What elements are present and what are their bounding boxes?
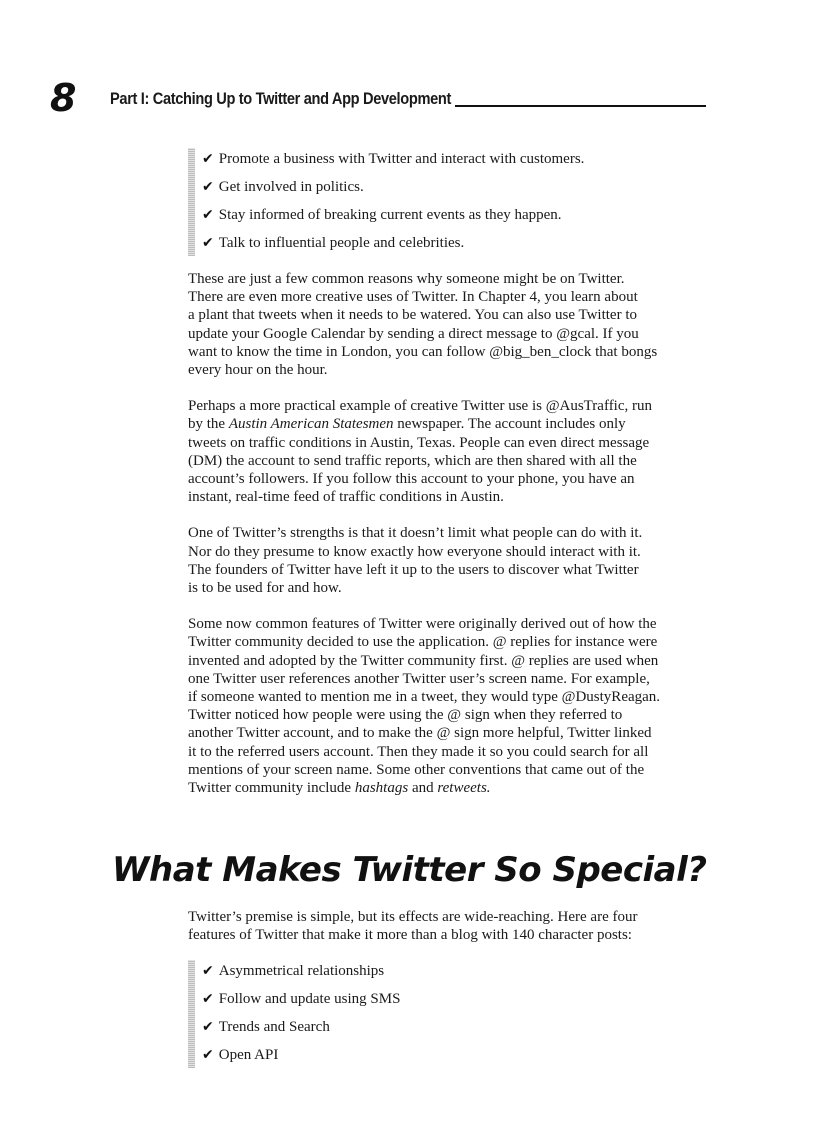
text-line: These are just a few common reasons why someone might be on Twitter.	[188, 271, 625, 287]
text-run: by the	[188, 416, 229, 433]
list-item-text: Follow and update using SMS	[218, 991, 401, 1008]
text-line: Twitter community decided to use the application. @ replies for instance were	[188, 634, 658, 651]
list-item-text: Asymmetrical relationships	[218, 963, 385, 980]
main-content	[188, 146, 718, 797]
check-icon: ✔	[202, 207, 214, 223]
text-line: update your Google Calendar by sending a direct message to @gcal. If you	[188, 325, 639, 342]
text-line: tweets on traffic conditions in Austin, Texas. People can even direct message	[188, 434, 650, 451]
list-item-text: Open API	[218, 1047, 279, 1064]
text-line: Twitter’s premise is simple, but its effects are wide-reaching. Here are four	[188, 909, 638, 925]
features-bullet-list	[188, 958, 718, 1070]
text-line: instant, real-time feed of traffic conditions in Austin.	[188, 489, 504, 506]
paragraph-conventions	[188, 615, 718, 797]
list-item-text: Talk to influential people and celebrities.	[218, 235, 465, 251]
section-content	[188, 908, 718, 1070]
check-icon: ✔	[202, 963, 214, 980]
text-line: The founders of Twitter have left it up to the users to discover what Twitter	[188, 561, 639, 578]
list-item	[202, 146, 718, 174]
section-heading: What Makes Twitter So Special?	[112, 850, 707, 890]
text-line: features of Twitter that make it more than a blog with 140 character posts:	[188, 927, 632, 944]
text-line: a plant that tweets when it needs to be watered. You can also use Twitter to	[188, 307, 637, 324]
list-item-text: Trends and Search	[218, 1019, 330, 1036]
list-item	[202, 174, 718, 202]
page-number: 8	[50, 76, 77, 120]
text-line	[188, 779, 718, 797]
check-icon: ✔	[202, 151, 214, 167]
intro-bullet-list	[188, 146, 718, 258]
list-item-text: Stay informed of breaking current events as they happen.	[218, 207, 562, 223]
text-run: Twitter community include	[188, 780, 355, 797]
paragraph-section-intro	[188, 908, 718, 944]
check-icon: ✔	[202, 1047, 214, 1064]
newspaper-title: Austin American Statesmen	[228, 416, 394, 433]
text-line: one Twitter user references another Twitter user’s screen name. For example,	[188, 670, 650, 687]
text-line: mentions of your screen name. Some other conventions that came out of the	[188, 761, 645, 778]
text-line: if someone wanted to mention me in a tweet, they would type @DustyReagan.	[188, 689, 661, 706]
check-icon: ✔	[202, 991, 214, 1008]
list-item	[202, 1014, 718, 1042]
text-line: There are even more creative uses of Twitter. In Chapter 4, you learn about	[188, 289, 638, 306]
text-line: (DM) the account to send traffic reports, which are then shared with all the	[188, 452, 637, 469]
text-line: Twitter noticed how people were using the @ sign when they referred to	[188, 707, 623, 724]
list-item	[202, 202, 718, 230]
running-head-title: Part I: Catching Up to Twitter and App Development	[110, 89, 452, 108]
text-line: it to the referred users account. Then they made it so you could search for all	[188, 743, 649, 760]
text-line: invented and adopted by the Twitter community first. @ replies are used when	[188, 652, 659, 669]
text-run: newspaper. The account includes only	[393, 416, 626, 433]
paragraph-strengths	[188, 524, 718, 597]
text-line: Nor do they presume to know exactly how everyone should interact with it.	[188, 543, 641, 560]
text-line: another Twitter account, and to make the @ sign more helpful, Twitter linked	[188, 725, 652, 742]
term-hashtags: hashtags	[354, 780, 409, 797]
running-head	[110, 88, 706, 110]
text-line	[188, 415, 718, 433]
list-item	[202, 230, 718, 258]
term-retweets: retweets.	[437, 780, 491, 797]
text-run: and	[408, 780, 438, 797]
check-icon: ✔	[202, 1019, 214, 1036]
text-line: is to be used for and how.	[188, 580, 342, 597]
text-line: One of Twitter’s strengths is that it doesn’t limit what people can do with it.	[188, 525, 643, 542]
running-head-rule	[455, 105, 706, 107]
check-icon: ✔	[202, 179, 214, 195]
list-item	[202, 958, 718, 986]
list-item	[202, 1042, 718, 1070]
paragraph-creative-uses	[188, 270, 718, 379]
list-item-text: Get involved in politics.	[218, 179, 364, 195]
check-icon: ✔	[202, 235, 214, 251]
list-item	[202, 986, 718, 1014]
text-line: Some now common features of Twitter were originally derived out of how the	[188, 616, 657, 633]
list-item-text: Promote a business with Twitter and interact with customers.	[218, 151, 585, 167]
text-line: account’s followers. If you follow this account to your phone, you have an	[188, 471, 635, 488]
paragraph-austraffic	[188, 397, 718, 506]
text-line: want to know the time in London, you can follow @big_ben_clock that bongs	[188, 343, 658, 360]
text-line: Perhaps a more practical example of creative Twitter use is @AusTraffic, run	[188, 398, 653, 415]
text-line: every hour on the hour.	[188, 362, 328, 379]
